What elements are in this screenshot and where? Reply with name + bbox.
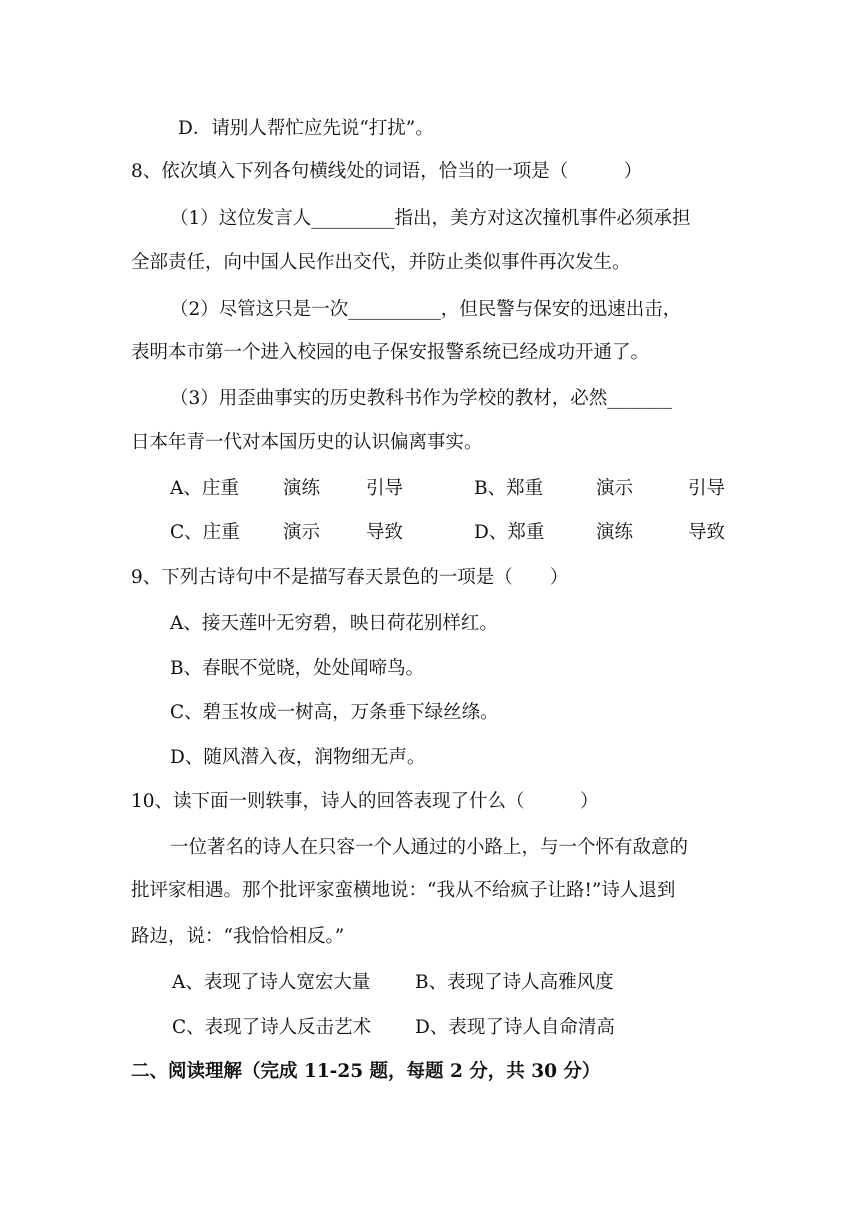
q8-option-b-word3: 引导 [688,478,726,499]
q8-sentence1-line2: 全部责任，向中国人民作出交代，并防止类似事件再次发生。 [131,252,631,273]
q10-passage-line3: 路边，说：“我恰恰相反。” [131,926,345,947]
q8-option-a-word3: 引导 [366,478,404,499]
q9-option-a: A、接天莲叶无穷碧，映日荷花别样红。 [170,613,498,634]
q8-option-d-word1: D、郑重 [474,522,545,543]
q10-option-a: A、表现了诗人宽宏大量 [172,972,371,993]
q8-option-d-word2: 演练 [596,522,634,543]
q10-option-b: B、表现了诗人高雅风度 [415,972,614,993]
q10-option-d: D、表现了诗人自命清高 [415,1017,615,1038]
q10-passage-line1: 一位著名的诗人在只容一个人通过的小路上，与一个怀有敌意的 [170,837,689,858]
q8-option-a-word2: 演练 [283,478,321,499]
q9-stem: 9、下列古诗句中不是描写春天景色的一项是（ ） [131,567,569,588]
q8-option-c-word1: C、庄重 [170,522,240,543]
q8-option-b-word1: B、郑重 [474,478,544,499]
q8-option-c-word2: 演示 [283,522,321,543]
q8-sentence2-line2: 表明本市第一个进入校园的电子保安报警系统已经成功开通了。 [131,342,650,363]
q9-option-c: C、碧玉妆成一树高，万条垂下绿丝绦。 [170,702,499,723]
q7-option-d: D．请别人帮忙应先说“打扰”。 [178,118,434,139]
q9-option-d: D、随风潜入夜，润物细无声。 [170,747,426,768]
q9-option-b: B、春眠不觉晓，处处闻啼鸟。 [170,658,425,679]
q8-sentence1-line1: （1）这位发言人_________指出，美方对这次撞机事件必须承担 [170,208,691,229]
q8-option-a-word1: A、庄重 [170,478,239,499]
q10-passage-line2: 批评家相遇。那个批评家蛮横地说：“我从不给疯子让路!”诗人退到 [131,880,676,901]
q8-option-d-word3: 导致 [688,522,726,543]
q8-stem: 8、依次填入下列各句横线处的词语，恰当的一项是（ ） [131,161,643,182]
q8-sentence2-line1: （2）尽管这只是一次__________，但民警与保安的迅速出击， [170,299,682,320]
q10-stem: 10、读下面一则轶事，诗人的回答表现了什么（ ） [131,791,599,812]
section2-heading: 二、阅读理解（完成 11-25 题，每题 2 分，共 30 分） [131,1061,601,1082]
q8-sentence3-line1: （3）用歪曲事实的历史教科书作为学校的教材，必然_______ [170,388,673,409]
q8-option-b-word2: 演示 [596,478,634,499]
q8-sentence3-line2: 日本年青一代对本国历史的认识偏离事实。 [131,432,483,453]
q10-option-c: C、表现了诗人反击艺术 [172,1017,372,1038]
q8-option-c-word3: 导致 [366,522,404,543]
